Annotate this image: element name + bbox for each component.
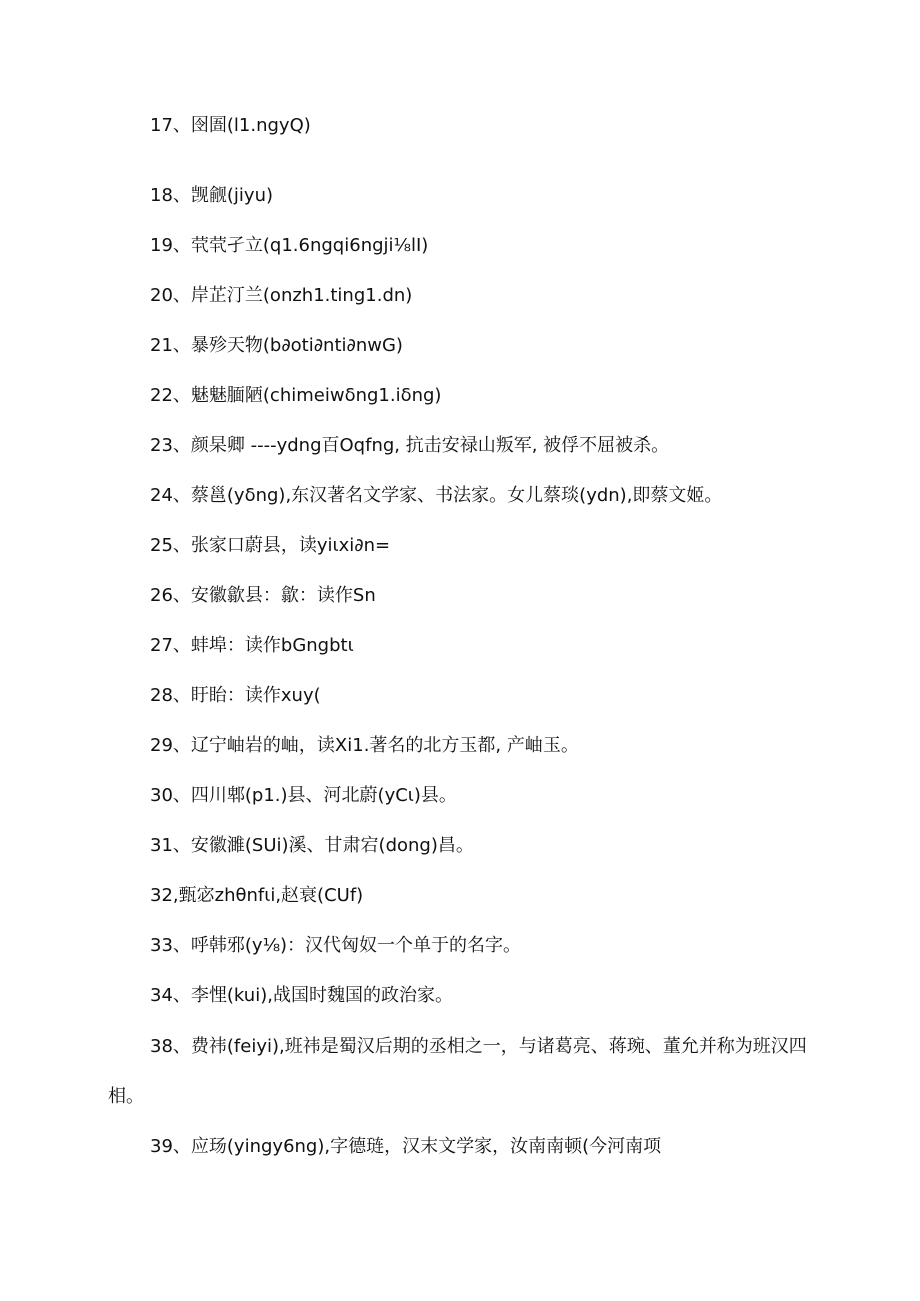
- list-item: 20、岸芷汀兰(onzh1.ting1.dn): [150, 285, 413, 306]
- list-item: 31、安徽濉(SUi)溪、甘肃宕(dong)昌。: [150, 835, 474, 856]
- list-item: 26、安徽歙县：歙：读作Sn: [150, 585, 376, 606]
- list-item: 29、辽宁岫岩的岫，读Xi1.著名的北方玉都, 产岫玉。: [150, 735, 579, 756]
- list-item: 27、蚌埠：读作bGngbtι: [150, 635, 354, 656]
- list-item: 23、颜杲卿 ----ydng百Oqfng, 抗击安禄山叛军, 被俘不屈被杀。: [150, 435, 670, 456]
- list-item: 28、盱眙：读作xuy(: [150, 685, 321, 706]
- list-item: 24、蔡邕(yδng),东汉著名文学家、书法家。女儿蔡琰(ydn),即蔡文姬。: [150, 485, 723, 506]
- list-item: 19、茕茕孑立(q1.6ngqi6ngji⅛lI): [150, 235, 429, 256]
- list-item: 25、张家口蔚县，读yiιxi∂n=: [150, 535, 391, 556]
- list-item: 17、囹圄(l1.ngyQ): [150, 115, 311, 136]
- list-item: 32,甄宓zhθnfιi,赵衰(CUf): [150, 885, 364, 906]
- list-item: 21、暴殄天物(b∂oti∂nti∂nwG): [150, 335, 403, 356]
- paragraph-39-text: 39、应玚(yingy6ng),字德琏，汉末文学家，汝南南顿(今河南项: [150, 1136, 662, 1157]
- list-item: 34、李悝(kui),战国时魏国的政治家。: [150, 985, 453, 1006]
- paragraph-38: [108, 1022, 808, 1122]
- list-item: 30、四川郫(p1.)县、河北蔚(yCι)县。: [150, 785, 457, 806]
- list-item: 33、呼韩邪(y⅛)：汉代匈奴一个单于的名字。: [150, 935, 522, 956]
- list-item: 22、魅魅腼陋(chimeiwδng1.iδng): [150, 385, 442, 406]
- paragraph-39: [108, 1122, 808, 1172]
- paragraph-38-text: 38、费祎(feiyi),班祎是蜀汉后期的丞相之一，与诸葛亮、蒋琬、董允并称为班汉四相。: [108, 1036, 807, 1107]
- list-item: 18、觊觎(jiyu): [150, 185, 274, 206]
